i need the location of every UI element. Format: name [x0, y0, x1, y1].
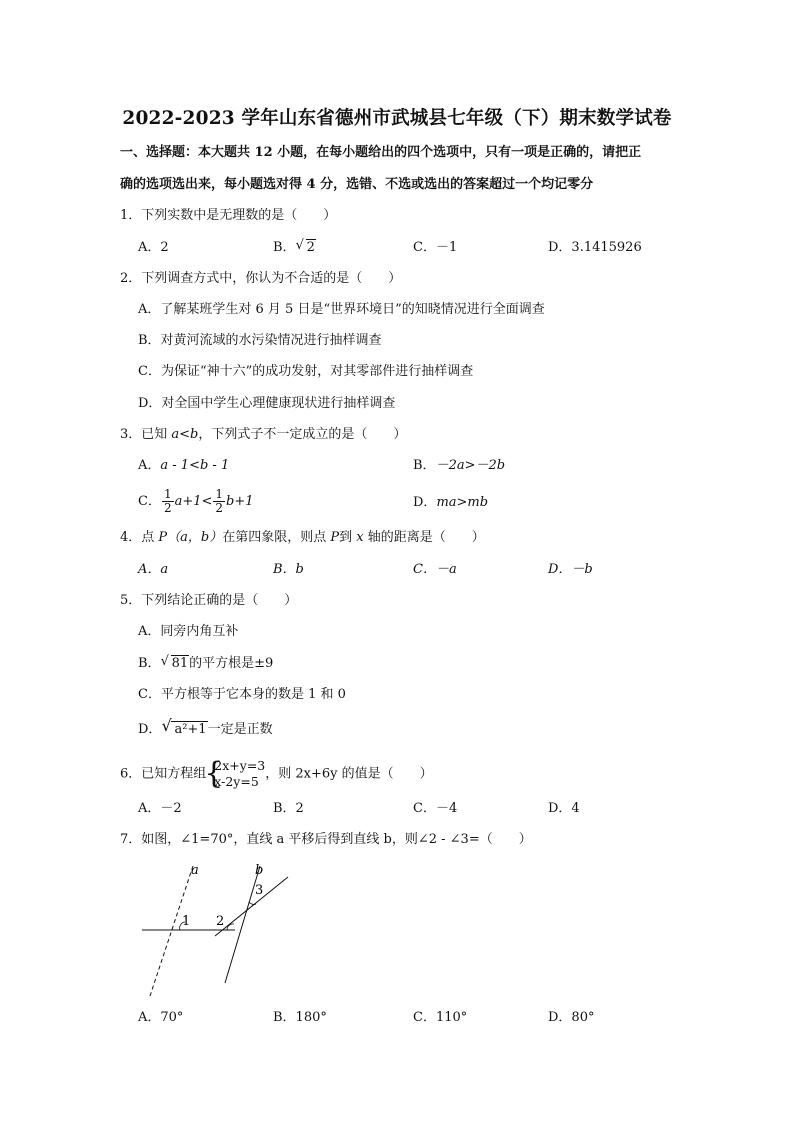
question-1-stem: 1．下列实数中是无理数的是（ ） [120, 208, 337, 223]
q3-option-d [413, 495, 488, 511]
q6-eq2: x-2y=5 [214, 774, 259, 789]
question-5-stem: 5．下列结论正确的是（ ） [120, 593, 298, 608]
q4-point-p: P [330, 530, 340, 545]
question-3-stem [120, 427, 406, 443]
q6-option-c: C．－4 [413, 801, 458, 816]
q4-mid2: 到 [339, 530, 357, 545]
brace-icon: { [204, 756, 224, 791]
question-7-stem: 7．如图，∠1=70°，直线 a 平移后得到直线 b，则∠2 - ∠3=（ ） [120, 832, 532, 847]
q1-option-d: D．3.1415926 [548, 240, 642, 255]
q5-option-b [138, 656, 273, 672]
sqrt-symbol: √ a²+1 [161, 716, 207, 737]
q5-option-c: C．平方根等于它本身的数是 1 和 0 [138, 687, 346, 702]
q2-option-d: D．对全国中学生心理健康现状进行抽样调查 [138, 396, 396, 411]
q4-option-b: B．b [273, 562, 304, 577]
q4-x: x [356, 530, 364, 545]
question-2-stem: 2．下列调查方式中，你认为不合适的是（ ） [120, 271, 402, 286]
frac-num: 1 [215, 487, 224, 501]
q7-option-b: B．180° [273, 1010, 327, 1025]
q6-option-d: D．4 [548, 801, 580, 816]
q4-point: P（a，b） [158, 530, 223, 545]
q5-option-a: A．同旁内角互补 [138, 624, 239, 639]
q5-option-d [138, 716, 273, 738]
q5-b-radicand: 81 [171, 656, 189, 671]
section-line-2: 确的选项选出来，每小题选对得 4 分，选错、不选或选出的答案超过一个均记零分 [120, 177, 594, 192]
q6-post: ，则 2x+6y 的值是（ ） [265, 766, 433, 782]
q4-mid: 在第四象限，则点 [222, 530, 331, 545]
q6-option-a: A．－2 [138, 801, 182, 816]
q6-eq1: 2x+y=3 [214, 758, 266, 773]
parallel-lines-figure [130, 858, 300, 998]
sqrt-symbol: √ 81 [160, 654, 189, 671]
q4-option-a: A．a [138, 562, 169, 577]
q5-d-prefix: D． [138, 722, 162, 737]
q7-option-c: C．110° [413, 1010, 468, 1025]
q1-option-c: C．－1 [413, 240, 458, 255]
q1-option-b-prefix: B． [273, 240, 296, 255]
sqrt-symbol: √ 2 [295, 238, 315, 255]
label-angle-1: 1 [182, 914, 191, 929]
q4-pre: 4．点 [120, 530, 159, 545]
q3-b-prefix: B． [413, 458, 436, 473]
q5-b-prefix: B． [138, 656, 161, 671]
frac-den: 2 [215, 501, 224, 515]
q2-option-c: C．为保证“神十六”的成功发射，对其零部件进行抽样调查 [138, 364, 474, 379]
frac-den: 2 [163, 501, 172, 515]
q3-option-b [413, 458, 505, 474]
q4-option-d: D．－b [548, 562, 593, 577]
q1-option-b [273, 240, 316, 256]
q3-stem-math: a<b [171, 427, 199, 442]
line-a-dashed [150, 866, 193, 996]
transversal-line [215, 877, 288, 936]
q3-option-c [138, 486, 254, 518]
section-header [120, 137, 680, 201]
q2-option-b: B．对黄河流域的水污染情况进行抽样调查 [138, 333, 382, 348]
fraction-half-2 [213, 488, 225, 515]
label-a: a [191, 863, 199, 878]
frac-num: 1 [163, 487, 172, 501]
q5-b-post: 的平方根是±9 [189, 656, 274, 671]
q3-c-mid: a+1< [174, 494, 213, 509]
q3-c-prefix: C． [138, 494, 161, 509]
fraction-half-1 [162, 488, 174, 515]
q1-option-b-radicand: 2 [306, 240, 315, 255]
label-angle-3: 3 [255, 883, 264, 898]
page-title: 2022-2023 学年山东省德州市武城县七年级（下）期末数学试卷 [122, 108, 672, 129]
label-angle-2: 2 [216, 914, 225, 929]
section-line-1: 一、选择题：本大题共 12 小题，在每小题给出的四个选项中，只有一项是正确的，请把正 [120, 145, 642, 160]
q1-option-a: A．2 [138, 240, 169, 255]
question-4-stem [120, 530, 485, 546]
equation-system [206, 758, 265, 790]
q3-stem-pre: 3．已知 [120, 427, 172, 442]
q7-option-a: A．70° [138, 1010, 184, 1025]
q3-option-a [138, 458, 229, 474]
q4-post: 轴的距离是（ ） [363, 530, 485, 545]
q7-option-d: D．80° [548, 1010, 595, 1025]
q3-c-end: b+1 [226, 494, 254, 509]
q6-pre: 6．已知方程组 [120, 766, 207, 782]
q5-d-radicand: a²+1 [171, 721, 207, 737]
q2-option-a: A．了解某班学生对 6 月 5 日是“世界环境日”的知晓情况进行全面调查 [138, 302, 545, 317]
q3-b-math: －2a>－2b [435, 458, 506, 473]
question-6-stem [120, 758, 433, 791]
q5-d-post: 一定是正数 [207, 722, 273, 737]
q3-a-math: a - 1<b - 1 [160, 458, 230, 473]
q3-stem-post: ，下列式子不一定成立的是（ ） [198, 427, 407, 442]
q6-option-b: B．2 [273, 801, 304, 816]
q3-a-prefix: A． [138, 458, 161, 473]
q3-d-math: ma>mb [436, 495, 489, 510]
label-b: b [255, 863, 264, 878]
q3-d-prefix: D． [413, 495, 437, 510]
q4-option-c: C．－a [413, 562, 457, 577]
